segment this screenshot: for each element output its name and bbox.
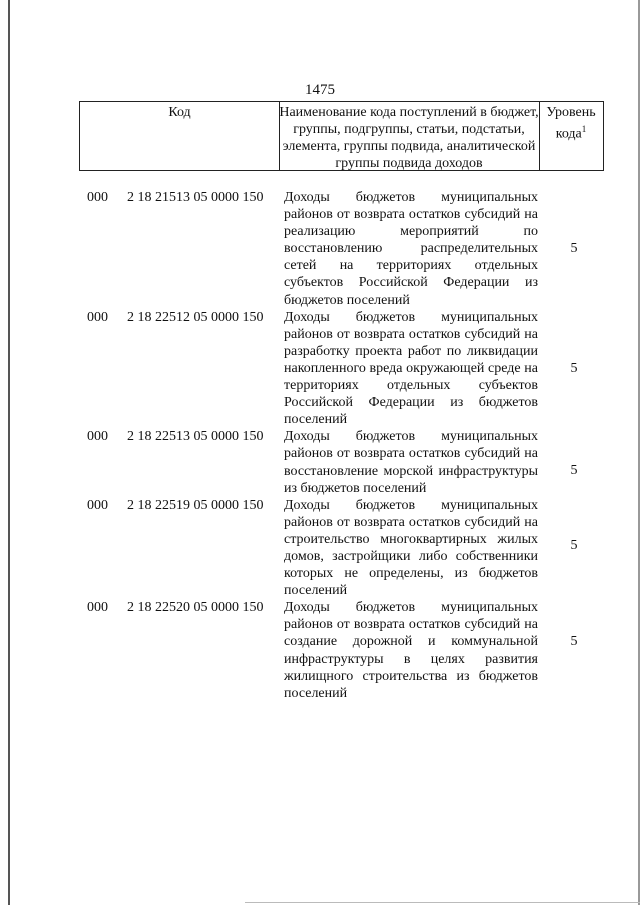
admin-code: 000 — [87, 600, 108, 616]
header-name-label: Наименование кода поступлений в бюджет, группы, подгруппы, статьи, подстатьи, элемента, группы подвида, аналитической группы подвида доходов — [279, 105, 539, 171]
income-code: 2 18 22512 05 0000 150 — [127, 309, 264, 325]
header-name-cell — [279, 102, 540, 170]
admin-code: 000 — [87, 497, 108, 513]
table-row — [0, 428, 640, 496]
income-name: Доходы бюджетов муниципальных районов от возврата остатков субсидий на реализацию мероприятий по восстановлению распределительных сетей на территориях отдельных субъектов Российской Федерации из бюджетов поселений — [284, 190, 538, 308]
table-row — [0, 189, 640, 309]
income-name: Доходы бюджетов муниципальных районов от возврата остатков субсидий на строительство многоквартирных жилых домов, застройщики либо собственники которых не определены, из бюджетов поселений — [284, 497, 538, 599]
income-name: Доходы бюджетов муниципальных районов от возврата остатков субсидий на создание дорожной и коммунальной инфраструктуры в целях развития жилищного строительства из бюджетов поселений — [284, 600, 538, 701]
income-name: Доходы бюджетов муниципальных районов от возврата остатков субсидий на восстановление морской инфраструктуры из бюджетов поселений — [284, 429, 538, 496]
code-level: 5 — [570, 634, 578, 650]
table-row — [0, 497, 640, 600]
income-code: 2 18 22520 05 0000 150 — [127, 600, 264, 616]
page-number: 1475 — [305, 82, 335, 98]
page-edge-bottom — [245, 902, 640, 903]
admin-code: 000 — [87, 309, 108, 325]
income-name: Доходы бюджетов муниципальных районов от возврата остатков субсидий на разработку проекта работ по ликвидации накопленного вреда окружающей среде на территориях отдельных субъектов Российской Федерации из бюджетов поселений — [284, 309, 538, 428]
table-row — [0, 599, 640, 702]
code-level: 5 — [570, 241, 578, 256]
header-code-label: Код — [168, 105, 191, 120]
code-level: 5 — [570, 463, 578, 479]
income-code-list — [0, 189, 640, 702]
header-level-cell — [539, 102, 603, 170]
admin-code: 000 — [87, 429, 108, 445]
admin-code: 000 — [87, 190, 108, 205]
code-level: 5 — [570, 360, 578, 376]
income-code: 2 18 22519 05 0000 150 — [127, 497, 264, 513]
table-header — [79, 101, 604, 171]
table-row — [0, 309, 640, 429]
header-level-label: Уровень кода — [546, 105, 596, 142]
header-code-cell — [80, 102, 280, 170]
income-code: 2 18 22513 05 0000 150 — [127, 429, 264, 445]
code-level: 5 — [570, 537, 578, 553]
income-code: 2 18 21513 05 0000 150 — [127, 190, 264, 205]
header-level-footnote: 1 — [581, 124, 587, 134]
